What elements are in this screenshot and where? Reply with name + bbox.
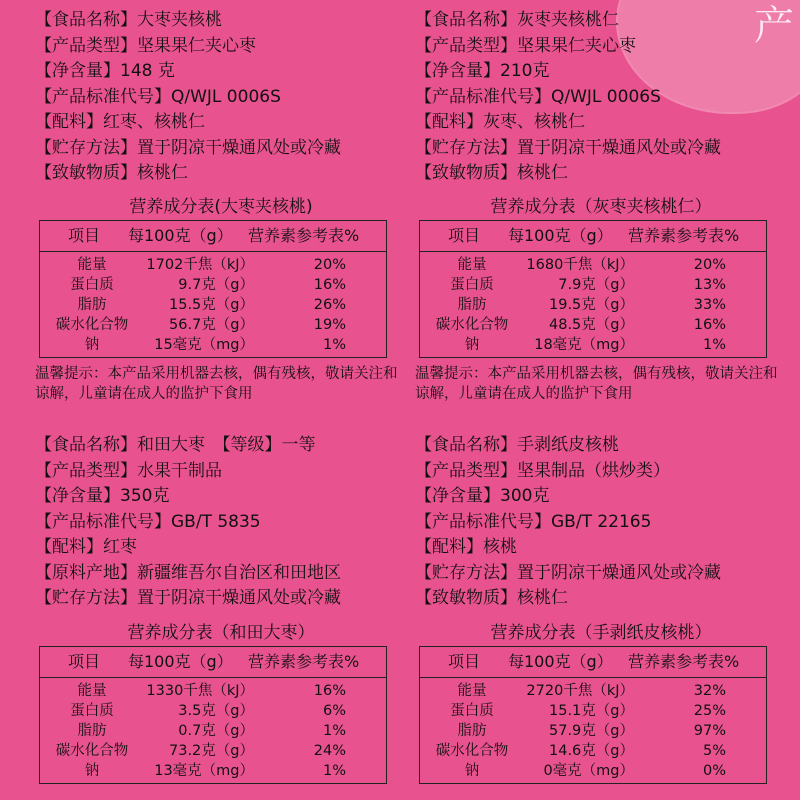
header-per-100g: 每100克（g） [128,651,233,671]
info-food-name: 【食品名称】和田大枣 【等级】一等 [35,435,316,455]
nutrition-table-header [40,647,386,678]
header-item: 项目 [67,225,100,245]
nutrition-table-header [40,221,386,252]
row-value: 19.5克（g） [549,296,634,313]
info-net-content: 【净含量】300克 [415,486,550,506]
nutrition-table-header [420,221,766,252]
table-row [40,741,386,761]
row-name: 蛋白质 [450,276,494,293]
warm-tip: 温馨提示：本产品采用机器去核，偶有残核，敬请关注和谅解，儿童请在成人的监护下食用 [35,365,398,402]
row-name: 碳水化合物 [435,742,509,759]
row-nrv: 1% [322,762,346,779]
table-row [420,315,766,335]
nutrition-table-header [420,647,766,678]
row-nrv: 20% [693,256,726,273]
row-value: 15毫克（mg） [154,336,254,353]
product-info [415,8,787,187]
table-row [40,721,386,741]
nutrition-table-title: 营养成分表（手剥纸皮核桃） [490,622,712,643]
nutrition-table [419,220,767,358]
row-nrv: 25% [693,702,726,719]
row-name: 蛋白质 [450,702,494,719]
info-allergens: 【致敏物质】核桃仁 [415,588,568,608]
row-nrv: 32% [693,682,726,699]
row-nrv: 20% [313,256,346,273]
info-standard-code: 【产品标准代号】GB/T 22165 [415,511,652,532]
info-standard-code: 【产品标准代号】Q/WJL 0006S [415,86,661,107]
header-item: 项目 [447,225,480,245]
row-name: 钠 [464,762,480,779]
table-row [40,275,386,295]
row-nrv: 26% [313,296,346,313]
row-value: 14.6克（g） [549,742,634,759]
row-value: 3.5克（g） [178,702,254,719]
row-nrv: 16% [693,316,726,333]
header-nrv: 营养素参考表% [628,225,740,245]
row-name: 蛋白质 [70,702,114,719]
row-nrv: 0% [702,762,726,779]
nutrition-table [419,646,767,784]
corner-decoration-text: 产 [754,3,794,49]
table-row [40,335,386,355]
info-ingredients: 【配料】核桃 [415,537,517,557]
row-nrv: 1% [322,336,346,353]
row-nrv: 24% [313,742,346,759]
info-food-name: 【食品名称】大枣夹核桃 [35,10,222,30]
info-food-name: 【食品名称】手剥纸皮核桃 [415,435,619,455]
product-panel-2 [415,8,787,404]
row-nrv: 13% [693,276,726,293]
row-nrv: 16% [313,682,346,699]
row-value: 2720千焦（kJ） [526,682,634,699]
row-value: 9.7克（g） [178,276,254,293]
row-value: 18毫克（mg） [534,336,634,353]
row-value: 57.9克（g） [549,722,634,739]
row-value: 73.2克（g） [169,742,254,759]
info-standard-code: 【产品标准代号】GB/T 5835 [35,511,261,532]
row-value: 1330千焦（kJ） [146,682,254,699]
header-per-100g: 每100克（g） [508,651,613,671]
info-storage: 【贮存方法】置于阴凉干燥通风处或冷藏 [415,562,721,583]
table-row [40,681,386,701]
row-value: 0毫克（mg） [543,762,634,779]
row-nrv: 33% [693,296,726,313]
row-value: 15.5克（g） [169,296,254,313]
table-row [420,275,766,295]
header-item: 项目 [67,651,100,671]
product-info [35,8,407,187]
info-food-name: 【食品名称】灰枣夹核桃仁 [415,10,619,30]
info-ingredients: 【配料】红枣、核桃仁 [35,112,205,132]
row-name: 脂肪 [77,722,107,739]
row-nrv: 16% [313,276,346,293]
info-allergens: 【致敏物质】核桃仁 [35,163,188,183]
info-storage: 【贮存方法】置于阴凉干燥通风处或冷藏 [35,137,341,158]
info-origin: 【原料产地】新疆维吾尔自治区和田地区 [35,562,341,583]
row-name: 碳水化合物 [435,316,509,333]
row-value: 1680千焦（kJ） [526,256,634,273]
row-nrv: 97% [693,722,726,739]
info-product-type: 【产品类型】坚果制品（烘炒类） [415,460,670,481]
table-row [40,761,386,781]
info-product-type: 【产品类型】坚果果仁夹心枣 [35,35,256,56]
row-name: 碳水化合物 [55,742,129,759]
nutrition-table [39,646,387,784]
table-row [40,295,386,315]
nutrition-table [39,220,387,358]
info-storage: 【贮存方法】置于阴凉干燥通风处或冷藏 [415,137,721,158]
info-net-content: 【净含量】148 克 [35,61,175,81]
info-net-content: 【净含量】350克 [35,486,170,506]
nutrition-table-title: 营养成分表(大枣夹核桃) [129,196,313,217]
info-ingredients: 【配料】灰枣、核桃仁 [415,112,585,132]
table-row [40,701,386,721]
row-nrv: 5% [702,742,726,759]
info-product-type: 【产品类型】水果干制品 [35,460,222,481]
table-row [420,701,766,721]
row-value: 56.7克（g） [169,316,254,333]
header-per-100g: 每100克（g） [128,225,233,245]
nutrition-table-title: 营养成分表（灰枣夹核桃仁） [490,196,712,217]
row-name: 脂肪 [457,296,487,313]
product-info [415,433,787,612]
info-net-content: 【净含量】210克 [415,61,550,81]
row-nrv: 1% [322,722,346,739]
table-row [40,255,386,275]
info-standard-code: 【产品标准代号】Q/WJL 0006S [35,86,281,107]
table-row [420,335,766,355]
row-value: 0.7克（g） [178,722,254,739]
row-name: 能量 [77,682,107,699]
table-row [420,681,766,701]
info-ingredients: 【配料】红枣 [35,537,137,557]
info-product-type: 【产品类型】坚果果仁夹心枣 [415,35,636,56]
info-storage: 【贮存方法】置于阴凉干燥通风处或冷藏 [35,588,341,608]
row-name: 钠 [84,762,100,779]
info-allergens: 【致敏物质】核桃仁 [415,163,568,183]
product-panel-1 [35,8,407,404]
nutrition-table-title: 营养成分表（和田大枣） [127,622,315,643]
product-panel-4 [415,433,787,784]
warm-tip: 温馨提示：本产品采用机器去核，偶有残核，敬请关注和谅解，儿童请在成人的监护下食用 [415,365,778,402]
table-row [420,761,766,781]
row-name: 钠 [84,336,100,353]
table-row [40,315,386,335]
row-name: 能量 [77,256,107,273]
row-value: 1702千焦（kJ） [146,256,254,273]
row-name: 能量 [457,256,487,273]
row-value: 15.1克（g） [549,702,634,719]
row-name: 能量 [457,682,487,699]
table-row [420,741,766,761]
row-name: 脂肪 [77,296,107,313]
row-nrv: 19% [313,316,346,333]
table-row [420,255,766,275]
product-info [35,433,407,612]
row-value: 48.5克（g） [549,316,634,333]
product-panel-3 [35,433,407,784]
row-nrv: 6% [322,702,346,719]
row-value: 13毫克（mg） [154,762,254,779]
row-name: 蛋白质 [70,276,114,293]
row-value: 7.9克（g） [558,276,634,293]
table-row [420,721,766,741]
header-per-100g: 每100克（g） [508,225,613,245]
row-name: 碳水化合物 [55,316,129,333]
row-nrv: 1% [702,336,726,353]
row-name: 脂肪 [457,722,487,739]
header-nrv: 营养素参考表% [248,225,360,245]
header-nrv: 营养素参考表% [628,651,740,671]
table-row [420,295,766,315]
header-item: 项目 [447,651,480,671]
header-nrv: 营养素参考表% [248,651,360,671]
row-name: 钠 [464,336,480,353]
